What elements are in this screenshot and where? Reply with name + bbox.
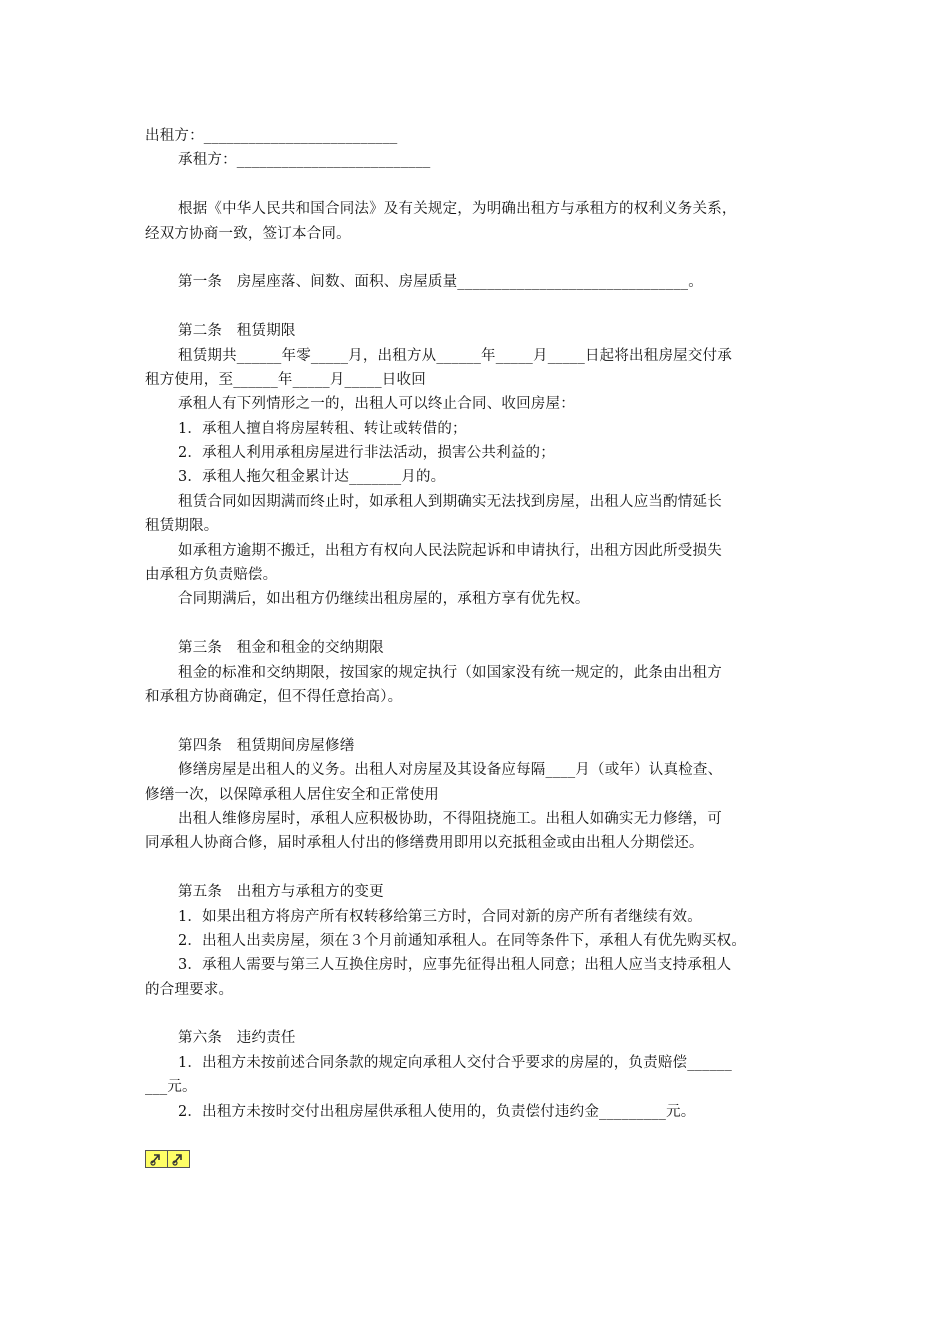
lessor-line: 出租方：__________________________ <box>145 128 398 144</box>
spacer <box>145 246 815 270</box>
article-2-item: 2．承租人利用承租房屋进行非法活动，损害公共利益的； <box>178 445 555 462</box>
preamble-line: 经双方协商一致，签订本合同。 <box>145 225 351 242</box>
link-icon-glyph <box>149 1153 164 1166</box>
article-4-line: 修缮房屋是出租人的义务。出租人对房屋及其设备应每隔____月（或年）认真检查、 <box>178 762 723 779</box>
article-5-heading: 第五条 出租方与承租方的变更 <box>178 884 384 901</box>
article-4-line: 出租人维修房屋时，承租人应积极协助，不得阻挠施工。出租人如确实无力修缮，可 <box>178 810 722 827</box>
article-5-item: 2．出租人出卖房屋，须在３个月前通知承租人。在同等条件下，承租人有优先购买权。 <box>178 932 747 949</box>
spacer <box>145 295 815 319</box>
link-icon[interactable] <box>168 1151 189 1167</box>
article-2-item: 3．承租人拖欠租金累计达_______月的。 <box>178 469 446 486</box>
link-icon-glyph <box>171 1153 186 1166</box>
spacer <box>145 709 815 733</box>
article-2-line: 租赁期共______年零_____月，出租方从______年_____月_____日起将出租房屋交付承 <box>178 347 732 364</box>
article-4-line: 修缮一次，以保障承租人居住安全和正常使用 <box>145 786 439 803</box>
article-6-item: 2．出租方未按时交付出租房屋供承租人使用的，负责偿付违约金_________元。 <box>178 1103 696 1120</box>
article-5-item: 1．如果出租方将房产所有权转移给第三方时，合同对新的房产所有者继续有效。 <box>178 908 702 925</box>
article-3-line: 和承租方协商确定，但不得任意抬高）。 <box>145 688 403 705</box>
spacer <box>145 856 815 880</box>
article-3-line: 租金的标准和交纳期限，按国家的规定执行（如国家没有统一规定的，此条由出租方 <box>178 664 722 681</box>
lessee-line: 承租方：__________________________ <box>178 152 431 169</box>
article-2-line: 由承租方负责赔偿。 <box>145 567 278 584</box>
article-5-item: 3．承租人需要与第三人互换住房时，应事先征得出租人同意；出租人应当支持承租人 <box>178 957 732 974</box>
spacer <box>145 612 815 636</box>
article-3-heading: 第三条 租金和租金的交纳期限 <box>178 640 384 657</box>
contract-document <box>145 124 815 1124</box>
article-6-item: 1．出租方未按前述合同条款的规定向承租人交付合乎要求的房屋的，负责赔偿______ <box>178 1054 732 1071</box>
article-2-item: 1．承租人擅自将房屋转租、转让或转借的； <box>178 420 467 437</box>
article-2-line: 租赁期限。 <box>145 518 219 535</box>
spacer <box>145 1002 815 1026</box>
article-6-item: ___元。 <box>145 1079 197 1096</box>
article-2-line: 如承租方逾期不搬迁，出租方有权向人民法院起诉和申请执行，出租方因此所受损失 <box>178 542 722 559</box>
article-6-heading: 第六条 违约责任 <box>178 1030 296 1047</box>
article-2-line: 合同期满后，如出租方仍继续出租房屋的，承租方享有优先权。 <box>178 591 590 608</box>
article-2-line: 租方使用，至______年_____月_____日收回 <box>145 371 426 388</box>
article-4-line: 同承租人协商合修，届时承租人付出的修缮费用即用以充抵租金或由出租人分期偿还。 <box>145 835 704 852</box>
link-icon-group <box>145 1150 190 1168</box>
article-5-item: 的合理要求。 <box>145 981 234 998</box>
link-icon[interactable] <box>146 1151 168 1167</box>
spacer <box>145 173 815 197</box>
article-2-line: 租赁合同如因期满而终止时，如承租人到期确实无法找到房屋，出租人应当酌情延长 <box>178 493 722 510</box>
article-1-heading: 第一条 房屋座落、间数、面积、房屋质量_______________________________。 <box>178 274 703 291</box>
article-4-heading: 第四条 租赁期间房屋修缮 <box>178 737 355 754</box>
article-2-heading: 第二条 租赁期限 <box>178 323 296 340</box>
article-2-line: 承租人有下列情形之一的，出租人可以终止合同、收回房屋： <box>178 396 575 413</box>
preamble-line: 根据《中华人民共和国合同法》及有关规定，为明确出租方与承租方的权利义务关系， <box>178 201 737 218</box>
